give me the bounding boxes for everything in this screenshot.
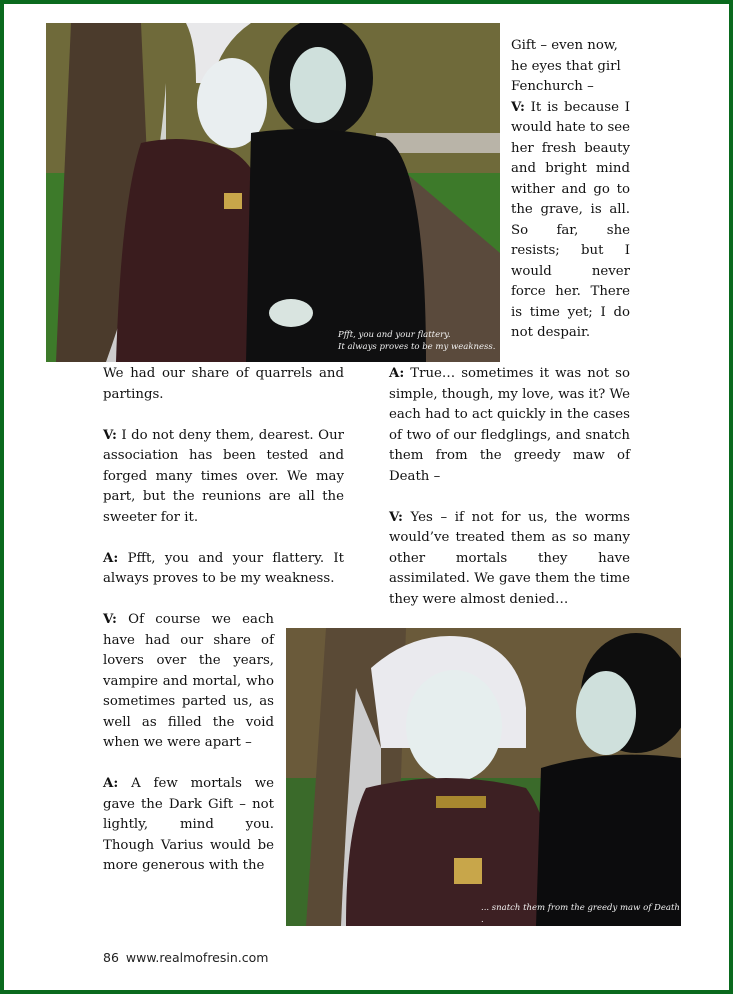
speaker-label: V: bbox=[511, 99, 525, 115]
photo-top-caption-line1: Pfft, you and your flattery. bbox=[338, 330, 451, 340]
paragraph bbox=[103, 774, 274, 877]
speaker-label: V: bbox=[103, 612, 117, 627]
paragraph bbox=[103, 364, 344, 405]
paragraph bbox=[103, 549, 344, 590]
paragraph-text: Yes – if not for us, the worms would’ve treated them as so many other mortals they have assimilated. We gave them the time they were almost denied… bbox=[389, 509, 630, 607]
photo-top bbox=[46, 23, 500, 362]
bottom-left-column bbox=[103, 610, 274, 877]
photo-bottom-caption: ... snatch them from the greedy maw of Death . bbox=[481, 903, 680, 925]
top-right-text bbox=[511, 36, 630, 344]
left-column bbox=[103, 364, 344, 590]
website-link[interactable]: www.realmofresin.com bbox=[125, 950, 269, 965]
paragraph bbox=[103, 610, 274, 754]
v-paragraph bbox=[511, 98, 630, 344]
page-number: 86 bbox=[103, 950, 119, 965]
photo-bottom bbox=[286, 628, 681, 926]
right-column bbox=[389, 364, 630, 610]
paragraph-text: A few mortals we gave the Dark Gift – not lightly, mind you. Though Varius would be more generous with the bbox=[103, 776, 274, 873]
photo-top-caption-line2: It always proves to be my weakness. bbox=[338, 342, 496, 352]
paragraph-text: I do not deny them, dearest. Our association has been tested and forged many times over. We may part, but the reunions are all the sweeter for it. bbox=[103, 427, 344, 525]
paragraph bbox=[103, 426, 344, 529]
paragraph-text: We had our share of quarrels and partings. bbox=[103, 366, 344, 402]
paragraph-text: Pfft, you and your flattery. It always proves to be my weakness. bbox=[103, 550, 344, 586]
paragraph-text: True… sometimes it was not so simple, though, my love, was it? We each had to act quickly in the cases of two of our fledglings, and snatch them from the greedy maw of Death – bbox=[389, 366, 630, 484]
speaker-label: V: bbox=[103, 427, 117, 443]
footer bbox=[103, 950, 268, 965]
paragraph-text: It is because I would hate to see her fresh beauty and bright mind wither and go to the grave, is all. So far, she resists; but I would never force her. There is time yet; I do not despair. bbox=[511, 99, 631, 340]
intro-paragraph: Gift – even now, he eyes that girl Fenchurch – bbox=[511, 38, 621, 94]
photo-bottom-image bbox=[286, 628, 681, 926]
paragraph bbox=[389, 364, 630, 487]
speaker-label: V: bbox=[389, 509, 403, 525]
photo-top-image bbox=[46, 23, 500, 362]
speaker-label: A: bbox=[389, 366, 405, 381]
speaker-label: A: bbox=[103, 550, 119, 566]
speaker-label: A: bbox=[103, 776, 119, 791]
paragraph bbox=[389, 508, 630, 611]
paragraph-text: Of course we each have had our share of lovers over the years, vampire and mortal, who sometimes parted us, as well as filled the void when we were apart – bbox=[103, 612, 274, 750]
